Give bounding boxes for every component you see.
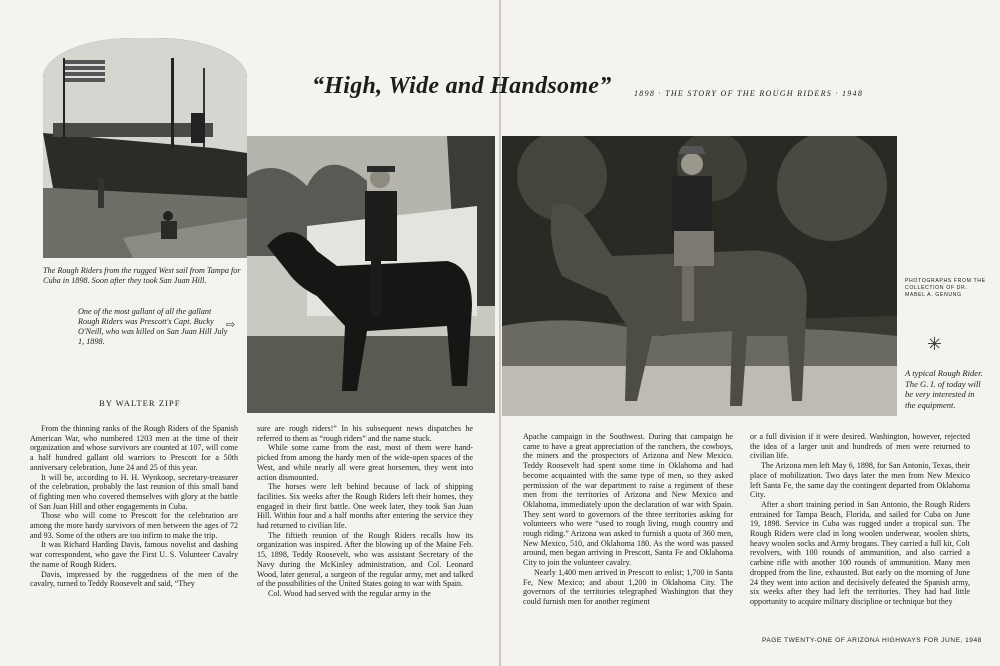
oneill-caption: One of the most gallant of all the gallant Rough Riders was Prescott's Capt. Bucky O'Neill, who was killed on San Juan Hill July 1, 1898. <box>78 307 228 346</box>
paragraph: It will be, according to H. H. Wynkoop, secretary-treasurer of the celebration, probably the last reunion of this small band of fighting men who covered themselves with glory at the battle of San Juan Hill and other engagements in Cuba. <box>30 472 238 511</box>
ship-caption: The Rough Riders from the rugged West sail from Tampa for Cuba in 1898. Soon after they took San Juan Hill. <box>43 266 241 285</box>
paragraph: The Arizona men left May 6, 1898, for San Antonio, Texas, their place of mobilization. Two days later the men from New Mexico left Santa Fe, the same day the contingent departed from Oklahoma City. <box>750 461 970 500</box>
paragraph: or a full division if it were desired. Washington, however, rejected the idea of a larger unit and hundreds of men were returned to civilian life. <box>750 432 970 461</box>
paragraph: Nearly 1,400 men arrived in Prescott to enlist; 1,700 in Santa Fe, New Mexico; and about 1,200 in Oklahoma City. The governors of the territories telegraphed Washington that they could furnish men for another regiment <box>523 567 733 606</box>
paragraph: While some came from the east, most of them were hand-picked from among the hardy men of the wide-open spaces of the West, and while nearly all were great horsemen, they went into action dismounted. <box>257 443 473 482</box>
paragraph: Those who will come to Prescott for the celebration are among the more hardy survivors of men between the ages of 72 and 93. Some of the others are too infirm to make the trip. <box>30 511 238 540</box>
text-column-2 <box>257 424 473 599</box>
paragraph: From the thinning ranks of the Rough Riders of the Spanish American War, who numbered 1203 men at the time of their organization and whose survivors are counted at 107, will come a half hundred gallant old warriors to Prescott for a 50th anniversary celebration, June 24 and 25 of this year. <box>30 424 238 472</box>
photo-credit: PHOTOGRAPHS FROM THE COLLECTION OF DR. MABEL A. GENUNG <box>905 278 986 298</box>
paragraph: The horses were left behind because of lack of shipping facilities. Six weeks after the Rough Riders left their homes, they engaged in their first battle. One week later, they took San Juan Hill. Within four and a half months after entering the service they had returned to civilian life. <box>257 482 473 531</box>
officer-photo <box>247 136 495 413</box>
text-column-3 <box>523 432 733 607</box>
article-title: “High, Wide and Handsome” <box>312 73 612 99</box>
paragraph: Apache campaign in the Southwest. During that campaign he came to have a great appreciation of the ranchers, the cowboys, the miners and the prospectors of Arizona and New Mexico. Teddy Roosevelt had spent some time in Oklahoma and had become acquainted with the same type of men, so they asked permission of the war department to raise a regiment of these men from the territories of Arizona and New Mexico and Oklahoma, immediately upon the declaration of war with Spain. They sent word to governors of the three territories asking for volunteers who were “used to rough living, rough country and rough riding.” Arizona was asked to furnish a quota of 360 men, New Mexico, 510, and Oklahoma 180. As the word was passed around, men began arriving in Prescott, Santa Fe and Oklahoma City to join the volunteer cavalry. <box>523 432 733 568</box>
paragraph: It was Richard Harding Davis, famous novelist and dashing war correspondent, who gave the First U. S. Volunteer Cavalry the name of Rough Riders. <box>30 540 238 569</box>
text-column-1 <box>30 424 238 589</box>
arrow-right-icon: ⇨ <box>226 319 236 331</box>
paragraph: sure are rough riders!” In his subsequent news dispatches he referred to them as “rough riders” and the name stuck. <box>257 424 473 443</box>
paragraph: Col. Wood had served with the regular army in the <box>268 588 431 598</box>
star-ornament-icon: ✳ <box>927 334 943 354</box>
rough-rider-photo <box>502 136 897 416</box>
typical-rider-caption: A typical Rough Rider. The G. I. of today will be very interested in the equipment. <box>905 368 983 410</box>
ship-photo <box>43 38 247 258</box>
byline: BY WALTER ZIPF <box>99 398 181 408</box>
paragraph: After a short training period in San Antonio, the Rough Riders entrained for Tampa Beach, Florida, and sailed for Cuba on June 19, 1898. Service in Cuba was rugged under a tropical sun. The Rough Riders were clad in long woolen underwear, woolen shirts, heavy woolen socks and Army brogans. They carried a full kit, Colt revolvers, with 100 rounds of ammunition, and also carried a carbine rifle with another 100 rounds of ammunition. Many men dropped from the line, exhausted. But early on the morning of June 24 they went into action and decisively defeated the Spanish army, six weeks after they had left the territories. They had had little opportunity to acquire military discipline or technique but they <box>750 499 970 606</box>
page-folio: PAGE TWENTY-ONE OF ARIZONA HIGHWAYS FOR JUNE, 1948 <box>762 637 982 644</box>
paragraph: The fiftieth reunion of the Rough Riders recalls how its organization was inspired. After the blowing up of the Maine Feb. 15, 1898, Teddy Roosevelt, who was assistant Secretary of the Navy during the McKinley administration, and Col. Leonard Wood, later general, a surgeon of the regular army, met and talked of the possibilities of the United States going to war with Spain. <box>257 530 473 589</box>
article-subtitle: 1898 · THE STORY OF THE ROUGH RIDERS · 1948 <box>634 89 864 98</box>
text-column-4 <box>750 432 970 607</box>
paragraph: Davis, impressed by the ruggedness of the men of the cavalry, turned to Teddy Roosevelt and said, “They <box>30 569 238 589</box>
